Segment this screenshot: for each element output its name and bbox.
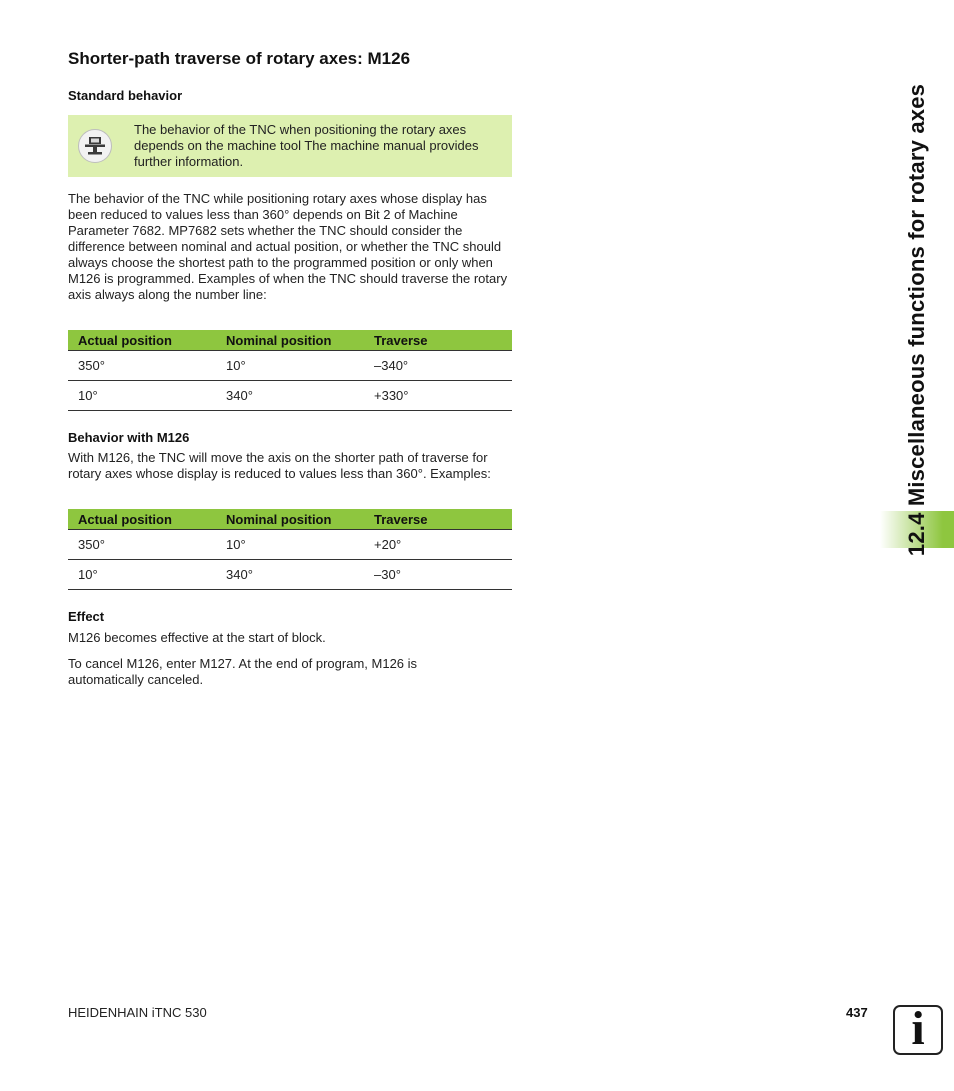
table-cell: 10° bbox=[216, 530, 364, 560]
table-cell: 350° bbox=[68, 530, 216, 560]
behavior-with-m126-heading: Behavior with M126 bbox=[68, 430, 190, 445]
table-cell: 10° bbox=[68, 560, 216, 590]
table-row bbox=[68, 560, 512, 590]
table-header-row bbox=[68, 330, 512, 351]
column-header-actual: Actual position bbox=[68, 509, 216, 530]
table-cell: –30° bbox=[364, 560, 512, 590]
table-header-row bbox=[68, 509, 512, 530]
table-cell: 350° bbox=[68, 351, 216, 381]
info-icon bbox=[893, 1002, 943, 1055]
table-cell: 340° bbox=[216, 560, 364, 590]
table-cell: 10° bbox=[68, 381, 216, 411]
table-row bbox=[68, 351, 512, 381]
standard-behavior-paragraph: The behavior of the TNC while positioning rotary axes whose display has been reduced to values less than 360° depends on Bit 2 of Machine Parameter 7682. MP7682 sets whether the TNC should consider the difference between nominal and actual position, or whether the TNC should always choose the shortest path to the programmed position or only when M126 is programmed. Examples of when the TNC should traverse the rotary axis always along the number line: bbox=[68, 191, 508, 302]
table-cell: 10° bbox=[216, 351, 364, 381]
chapter-side-title: 12.4 Miscellaneous functions for rotary axes bbox=[904, 83, 929, 557]
effect-paragraph-1: M126 becomes effective at the start of block. bbox=[68, 630, 326, 645]
table-cell: +20° bbox=[364, 530, 512, 560]
standard-behavior-table bbox=[68, 330, 512, 411]
column-header-actual: Actual position bbox=[68, 330, 216, 351]
table-row bbox=[68, 530, 512, 560]
machine-tool-icon bbox=[78, 129, 112, 163]
column-header-traverse: Traverse bbox=[364, 330, 512, 351]
page-number: 437 bbox=[846, 1005, 868, 1020]
table-cell: +330° bbox=[364, 381, 512, 411]
table-cell: 340° bbox=[216, 381, 364, 411]
footer-product-name: HEIDENHAIN iTNC 530 bbox=[68, 1005, 207, 1020]
column-header-nominal: Nominal position bbox=[216, 509, 364, 530]
standard-behavior-heading: Standard behavior bbox=[68, 88, 183, 103]
effect-paragraph-2: To cancel M126, enter M127. At the end of program, M126 is automatically canceled. bbox=[68, 656, 418, 687]
m126-behavior-table bbox=[68, 509, 512, 590]
behavior-with-m126-paragraph: With M126, the TNC will move the axis on the shorter path of traverse for rotary axes whose display is reduced to values less than 360°. Examples: bbox=[68, 450, 491, 481]
machine-note-text: The behavior of the TNC when positioning the rotary axes depends on the machine tool The machine manual provides further information. bbox=[134, 122, 479, 169]
info-letter: i bbox=[911, 1002, 925, 1055]
machine-note-box bbox=[68, 115, 512, 177]
section-title: Shorter-path traverse of rotary axes: M126 bbox=[68, 49, 411, 68]
column-header-nominal: Nominal position bbox=[216, 330, 364, 351]
table-cell: –340° bbox=[364, 351, 512, 381]
column-header-traverse: Traverse bbox=[364, 509, 512, 530]
table-row bbox=[68, 381, 512, 411]
effect-heading: Effect bbox=[68, 609, 105, 624]
